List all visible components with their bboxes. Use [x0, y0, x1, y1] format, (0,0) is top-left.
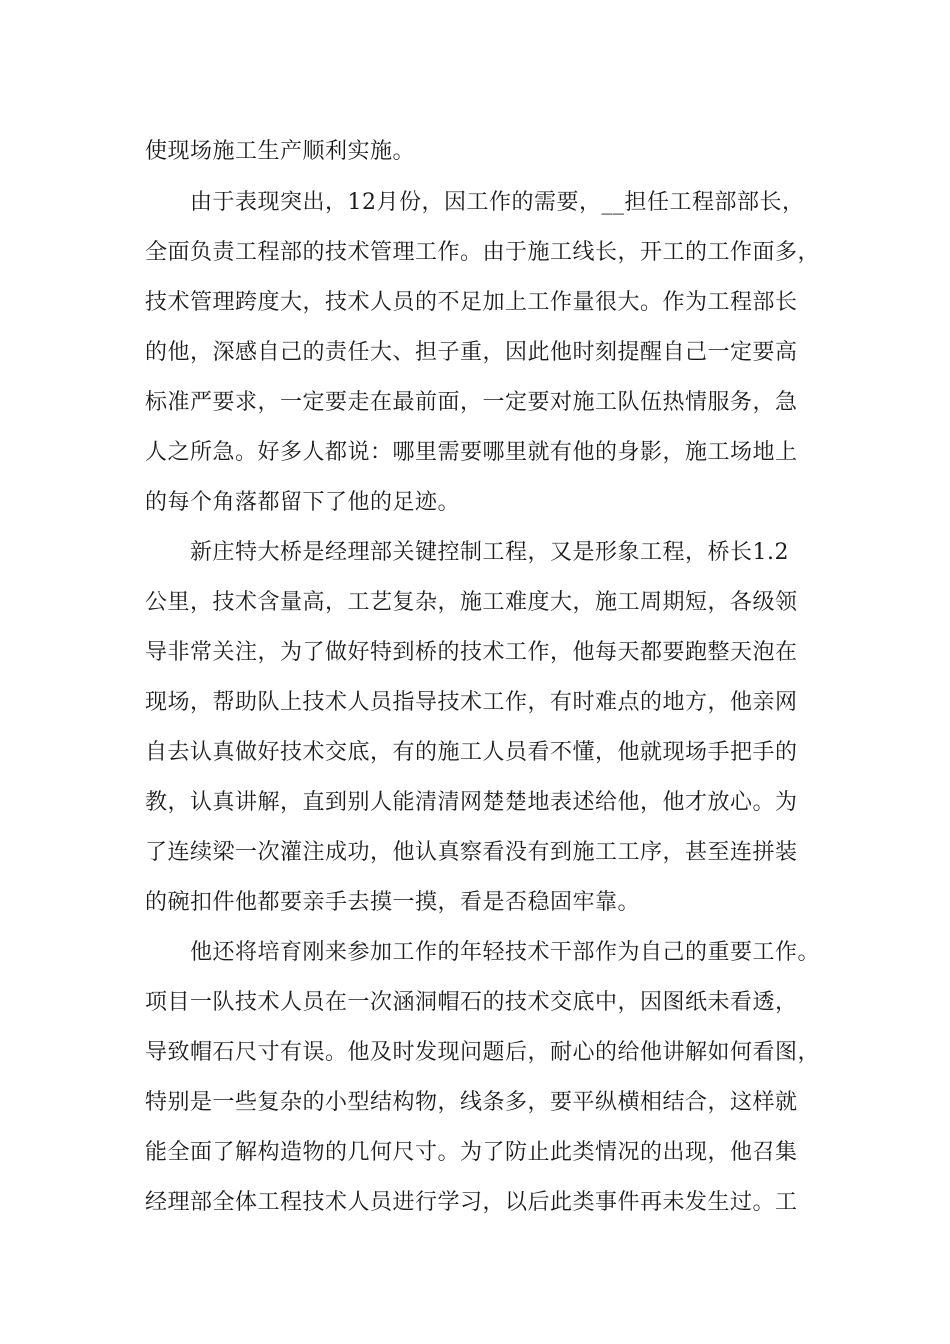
text-line: 现场，帮助队上技术人员指导技术工作，有时难点的地方，他亲网: [145, 690, 798, 715]
text-line: 他还将培育刚来参加工作的年轻技术干部作为自己的重要工作。: [145, 940, 821, 965]
text-line: 人之所急。好多人都说：哪里需要哪里就有他的身影，施工场地上: [145, 440, 798, 465]
text-line: 的他，深感自己的责任大、担子重，因此他时刻提醒自己一定要高: [145, 340, 798, 365]
text-line: 使现场施工生产顺利实施。: [145, 139, 416, 164]
text-line: 导非常关注，为了做好特到桥的技术工作，他每天都要跑整天泡在: [145, 640, 798, 665]
text-line: 导致帽石尺寸有误。他及时发现问题后，耐心的给他讲解如何看图，: [145, 1040, 821, 1065]
text-line: 技术管理跨度大，技术人员的不足加上工作量很大。作为工程部长: [145, 290, 798, 315]
text-line: 项目一队技术人员在一次涵洞帽石的技术交底中，因图纸未看透，: [145, 990, 798, 1015]
text-line: 由于表现突出，12月份，因工作的需要，__担任工程部部长，: [145, 190, 805, 215]
text-line: 能全面了解构造物的几何尺寸。为了防止此类情况的出现，他召集: [145, 1140, 798, 1165]
text-line: 全面负责工程部的技术管理工作。由于施工线长，开工的工作面多，: [145, 240, 821, 265]
text-line: 自去认真做好技术交底，有的施工人员看不懂，他就现场手把手的: [145, 740, 798, 765]
text-line: 特别是一些复杂的小型结构物，线条多，要平纵横相结合，这样就: [145, 1090, 798, 1115]
text-line: 了连续梁一次灌注成功，他认真察看没有到施工工序，甚至连拼装: [145, 840, 798, 865]
text-line: 标准严要求，一定要走在最前面，一定要对施工队伍热情服务，急: [145, 390, 798, 415]
text-line: 经理部全体工程技术人员进行学习，以后此类事件再未发生过。工: [145, 1190, 798, 1215]
text-line: 公里，技术含量高，工艺复杂，施工难度大，施工周期短，各级领: [145, 590, 798, 615]
text-line: 的碗扣件他都要亲手去摸一摸，看是否稳固牢靠。: [145, 890, 641, 915]
text-line: 的每个角落都留下了他的足迹。: [145, 490, 461, 515]
text-line: 教，认真讲解，直到别人能清清网楚楚地表述给他，他才放心。为: [145, 790, 798, 815]
text-line: 新庄特大桥是经理部关键控制工程，又是形象工程，桥长1.2: [145, 540, 789, 565]
